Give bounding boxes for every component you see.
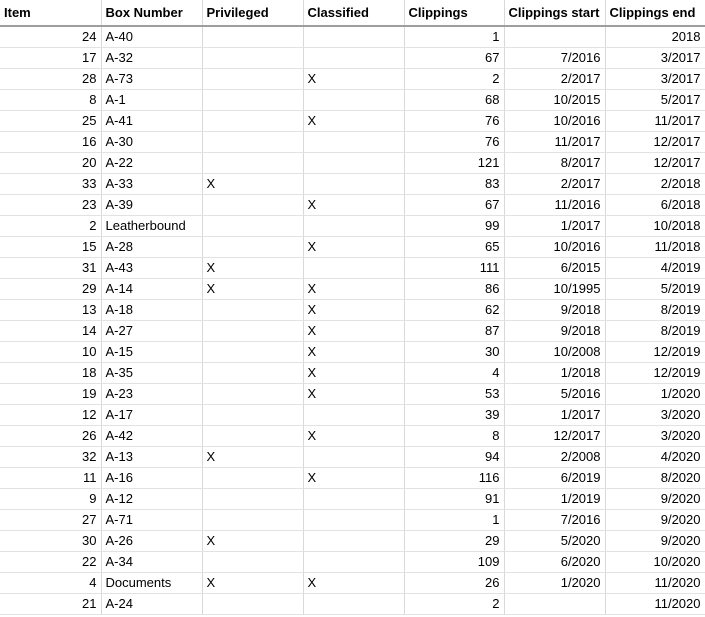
table-row [0,510,705,531]
cell-item[interactable]: 25 [0,111,101,132]
cell-privileged[interactable] [202,405,303,426]
cell-privileged[interactable] [202,384,303,405]
cell-privileged[interactable]: X [202,279,303,300]
cell-item[interactable]: 16 [0,132,101,153]
cell-clippings-start[interactable]: 10/1995 [504,279,605,300]
table-row [0,342,705,363]
cell-clippings-end[interactable]: 4/2019 [605,258,705,279]
cell-classified[interactable]: X [303,573,404,594]
cell-classified[interactable] [303,48,404,69]
cell-privileged[interactable] [202,132,303,153]
cell-clippings[interactable]: 67 [404,195,504,216]
cell-box-number[interactable]: A-35 [101,363,202,384]
cell-clippings-end[interactable]: 12/2019 [605,363,705,384]
cell-item[interactable]: 9 [0,489,101,510]
cell-clippings[interactable]: 2 [404,594,504,615]
table-row [0,321,705,342]
cell-clippings-start[interactable]: 2/2017 [504,69,605,90]
cell-clippings[interactable]: 76 [404,111,504,132]
cell-clippings-start[interactable]: 5/2020 [504,531,605,552]
cell-item[interactable]: 4 [0,573,101,594]
cell-classified[interactable] [303,510,404,531]
cell-clippings-end[interactable]: 3/2017 [605,48,705,69]
cell-item[interactable]: 12 [0,405,101,426]
cell-box-number[interactable]: A-26 [101,531,202,552]
cell-clippings-start[interactable]: 8/2017 [504,153,605,174]
table-row [0,111,705,132]
cell-clippings-end[interactable]: 10/2018 [605,216,705,237]
cell-clippings-start[interactable]: 1/2019 [504,489,605,510]
cell-clippings[interactable]: 2 [404,69,504,90]
table-row [0,258,705,279]
cell-privileged[interactable]: X [202,258,303,279]
cell-classified[interactable] [303,174,404,195]
cell-classified[interactable]: X [303,426,404,447]
table-row [0,69,705,90]
table-row [0,90,705,111]
cell-clippings-end[interactable]: 2/2018 [605,174,705,195]
cell-clippings-end[interactable]: 12/2017 [605,153,705,174]
cell-item[interactable]: 28 [0,69,101,90]
cell-clippings-end[interactable]: 10/2020 [605,552,705,573]
cell-clippings-end[interactable]: 5/2019 [605,279,705,300]
header-clippings-start[interactable]: Clippings start [504,0,605,26]
table-row [0,468,705,489]
cell-clippings[interactable]: 39 [404,405,504,426]
cell-clippings-start[interactable]: 10/2016 [504,111,605,132]
cell-privileged[interactable] [202,363,303,384]
table-row [0,216,705,237]
table-row [0,363,705,384]
cell-item[interactable]: 21 [0,594,101,615]
header-privileged[interactable]: Privileged [202,0,303,26]
cell-privileged[interactable] [202,237,303,258]
cell-box-number[interactable]: A-22 [101,153,202,174]
cell-box-number[interactable]: A-18 [101,300,202,321]
cell-clippings[interactable]: 86 [404,279,504,300]
cell-privileged[interactable]: X [202,573,303,594]
cell-clippings[interactable]: 8 [404,426,504,447]
cell-item[interactable]: 14 [0,321,101,342]
cell-classified[interactable] [303,531,404,552]
cell-privileged[interactable]: X [202,447,303,468]
table-row [0,531,705,552]
cell-box-number[interactable]: A-28 [101,237,202,258]
cell-box-number[interactable]: A-33 [101,174,202,195]
table-row [0,132,705,153]
table-row [0,174,705,195]
cell-classified[interactable]: X [303,321,404,342]
cell-privileged[interactable] [202,468,303,489]
cell-box-number[interactable]: A-14 [101,279,202,300]
table-row [0,26,705,48]
cell-clippings[interactable]: 1 [404,26,504,48]
cell-clippings-start[interactable]: 5/2016 [504,384,605,405]
cell-clippings[interactable]: 4 [404,363,504,384]
cell-clippings-end[interactable]: 6/2018 [605,195,705,216]
cell-privileged[interactable] [202,552,303,573]
cell-box-number[interactable]: A-40 [101,26,202,48]
cell-privileged[interactable] [202,510,303,531]
table-row [0,552,705,573]
table-row [0,573,705,594]
cell-classified[interactable]: X [303,237,404,258]
cell-clippings-end[interactable]: 11/2020 [605,594,705,615]
table-row [0,153,705,174]
cell-clippings-start[interactable]: 12/2017 [504,426,605,447]
cell-clippings-start[interactable]: 10/2015 [504,90,605,111]
cell-clippings-start[interactable]: 11/2017 [504,132,605,153]
cell-clippings-end[interactable]: 9/2020 [605,531,705,552]
cell-clippings-end[interactable]: 9/2020 [605,510,705,531]
cell-box-number[interactable]: A-71 [101,510,202,531]
cell-clippings-start[interactable] [504,594,605,615]
cell-classified[interactable]: X [303,300,404,321]
cell-clippings-start[interactable]: 6/2015 [504,258,605,279]
cell-classified[interactable] [303,594,404,615]
table-body [0,26,705,615]
cell-privileged[interactable] [202,153,303,174]
cell-clippings[interactable]: 1 [404,510,504,531]
header-item[interactable]: Item [0,0,101,26]
cell-clippings[interactable]: 87 [404,321,504,342]
cell-item[interactable]: 17 [0,48,101,69]
cell-box-number[interactable]: A-23 [101,384,202,405]
cell-clippings-end[interactable]: 12/2017 [605,132,705,153]
cell-privileged[interactable]: X [202,531,303,552]
cell-classified[interactable] [303,405,404,426]
cell-clippings[interactable]: 68 [404,90,504,111]
cell-item[interactable]: 13 [0,300,101,321]
cell-box-number[interactable]: A-32 [101,48,202,69]
table-row [0,195,705,216]
cell-classified[interactable] [303,26,404,48]
cell-clippings-end[interactable]: 2018 [605,26,705,48]
cell-item[interactable]: 22 [0,552,101,573]
cell-clippings-end[interactable]: 9/2020 [605,489,705,510]
cell-box-number[interactable]: A-17 [101,405,202,426]
cell-clippings-end[interactable]: 4/2020 [605,447,705,468]
table-row [0,405,705,426]
cell-classified[interactable]: X [303,111,404,132]
cell-privileged[interactable] [202,90,303,111]
header-clippings[interactable]: Clippings [404,0,504,26]
cell-privileged[interactable] [202,111,303,132]
cell-privileged[interactable] [202,321,303,342]
cell-clippings-start[interactable]: 11/2016 [504,195,605,216]
cell-item[interactable]: 32 [0,447,101,468]
cell-classified[interactable] [303,258,404,279]
cell-item[interactable]: 19 [0,384,101,405]
cell-classified[interactable]: X [303,279,404,300]
cell-clippings-start[interactable]: 6/2019 [504,468,605,489]
cell-box-number[interactable]: A-12 [101,489,202,510]
table-row [0,447,705,468]
cell-item[interactable]: 24 [0,26,101,48]
cell-box-number[interactable]: Leatherbound [101,216,202,237]
cell-item[interactable]: 2 [0,216,101,237]
cell-privileged[interactable]: X [202,174,303,195]
cell-box-number[interactable]: A-39 [101,195,202,216]
cell-clippings-end[interactable]: 1/2020 [605,384,705,405]
cell-item[interactable]: 8 [0,90,101,111]
cell-clippings-start[interactable]: 10/2016 [504,237,605,258]
cell-item[interactable]: 33 [0,174,101,195]
cell-privileged[interactable] [202,26,303,48]
cell-box-number[interactable]: A-34 [101,552,202,573]
cell-clippings[interactable]: 26 [404,573,504,594]
cell-classified[interactable] [303,132,404,153]
cell-clippings-start[interactable]: 9/2018 [504,321,605,342]
cell-clippings-end[interactable]: 8/2019 [605,300,705,321]
cell-classified[interactable]: X [303,468,404,489]
cell-clippings-end[interactable]: 3/2017 [605,69,705,90]
cell-clippings[interactable]: 62 [404,300,504,321]
cell-clippings[interactable]: 121 [404,153,504,174]
cell-clippings[interactable]: 65 [404,237,504,258]
cell-box-number[interactable]: A-30 [101,132,202,153]
cell-clippings-start[interactable]: 10/2008 [504,342,605,363]
cell-item[interactable]: 10 [0,342,101,363]
cell-clippings[interactable]: 94 [404,447,504,468]
cell-clippings[interactable]: 29 [404,531,504,552]
table-row [0,594,705,615]
cell-clippings-start[interactable]: 6/2020 [504,552,605,573]
cell-clippings-start[interactable]: 1/2017 [504,216,605,237]
cell-clippings-end[interactable]: 8/2019 [605,321,705,342]
table-row [0,384,705,405]
cell-item[interactable]: 26 [0,426,101,447]
cell-box-number[interactable]: A-42 [101,426,202,447]
cell-clippings-start[interactable] [504,26,605,48]
header-box-number[interactable]: Box Number [101,0,202,26]
cell-box-number[interactable]: A-43 [101,258,202,279]
cell-clippings[interactable]: 30 [404,342,504,363]
cell-item[interactable]: 31 [0,258,101,279]
cell-box-number[interactable]: A-41 [101,111,202,132]
cell-privileged[interactable] [202,342,303,363]
cell-clippings-start[interactable]: 2/2017 [504,174,605,195]
cell-clippings[interactable]: 116 [404,468,504,489]
header-classified[interactable]: Classified [303,0,404,26]
cell-classified[interactable]: X [303,384,404,405]
cell-box-number[interactable]: A-13 [101,447,202,468]
cell-item[interactable]: 15 [0,237,101,258]
table-row [0,237,705,258]
cell-clippings-start[interactable]: 2/2008 [504,447,605,468]
cell-classified[interactable]: X [303,363,404,384]
cell-privileged[interactable] [202,426,303,447]
cell-box-number[interactable]: A-16 [101,468,202,489]
cell-clippings-end[interactable]: 8/2020 [605,468,705,489]
cell-clippings[interactable]: 111 [404,258,504,279]
cell-clippings[interactable]: 67 [404,48,504,69]
cell-box-number[interactable]: A-73 [101,69,202,90]
cell-clippings[interactable]: 83 [404,174,504,195]
header-row [0,0,705,26]
cell-item[interactable]: 20 [0,153,101,174]
cell-clippings-start[interactable]: 7/2016 [504,48,605,69]
cell-clippings-end[interactable]: 3/2020 [605,426,705,447]
cell-privileged[interactable] [202,195,303,216]
cell-privileged[interactable] [202,48,303,69]
cell-clippings-end[interactable]: 3/2020 [605,405,705,426]
cell-classified[interactable]: X [303,342,404,363]
cell-classified[interactable]: X [303,69,404,90]
cell-clippings[interactable]: 76 [404,132,504,153]
cell-clippings-start[interactable]: 1/2018 [504,363,605,384]
cell-privileged[interactable] [202,216,303,237]
cell-privileged[interactable] [202,594,303,615]
cell-classified[interactable] [303,216,404,237]
cell-clippings-end[interactable]: 5/2017 [605,90,705,111]
cell-clippings-start[interactable]: 1/2017 [504,405,605,426]
cell-clippings-start[interactable]: 9/2018 [504,300,605,321]
cell-item[interactable]: 27 [0,510,101,531]
cell-box-number[interactable]: A-1 [101,90,202,111]
cell-clippings[interactable]: 91 [404,489,504,510]
cell-clippings[interactable]: 99 [404,216,504,237]
header-clippings-end[interactable]: Clippings end [605,0,705,26]
cell-item[interactable]: 23 [0,195,101,216]
cell-privileged[interactable] [202,489,303,510]
cell-classified[interactable] [303,90,404,111]
cell-box-number[interactable]: Documents [101,573,202,594]
table-row [0,48,705,69]
cell-item[interactable]: 30 [0,531,101,552]
cell-classified[interactable] [303,153,404,174]
cell-box-number[interactable]: A-15 [101,342,202,363]
cell-clippings-start[interactable]: 1/2020 [504,573,605,594]
cell-item[interactable]: 18 [0,363,101,384]
cell-classified[interactable] [303,447,404,468]
cell-item[interactable]: 11 [0,468,101,489]
cell-classified[interactable]: X [303,195,404,216]
cell-item[interactable]: 29 [0,279,101,300]
cell-privileged[interactable] [202,69,303,90]
cell-clippings-end[interactable]: 12/2019 [605,342,705,363]
table-row [0,489,705,510]
table-row [0,300,705,321]
cell-clippings[interactable]: 109 [404,552,504,573]
cell-classified[interactable] [303,489,404,510]
cell-box-number[interactable]: A-24 [101,594,202,615]
cell-clippings[interactable]: 53 [404,384,504,405]
table-row [0,279,705,300]
cell-clippings-end[interactable]: 11/2017 [605,111,705,132]
cell-clippings-start[interactable]: 7/2016 [504,510,605,531]
cell-clippings-end[interactable]: 11/2018 [605,237,705,258]
cell-privileged[interactable] [202,300,303,321]
cell-clippings-end[interactable]: 11/2020 [605,573,705,594]
table-row [0,426,705,447]
cell-box-number[interactable]: A-27 [101,321,202,342]
cell-classified[interactable] [303,552,404,573]
